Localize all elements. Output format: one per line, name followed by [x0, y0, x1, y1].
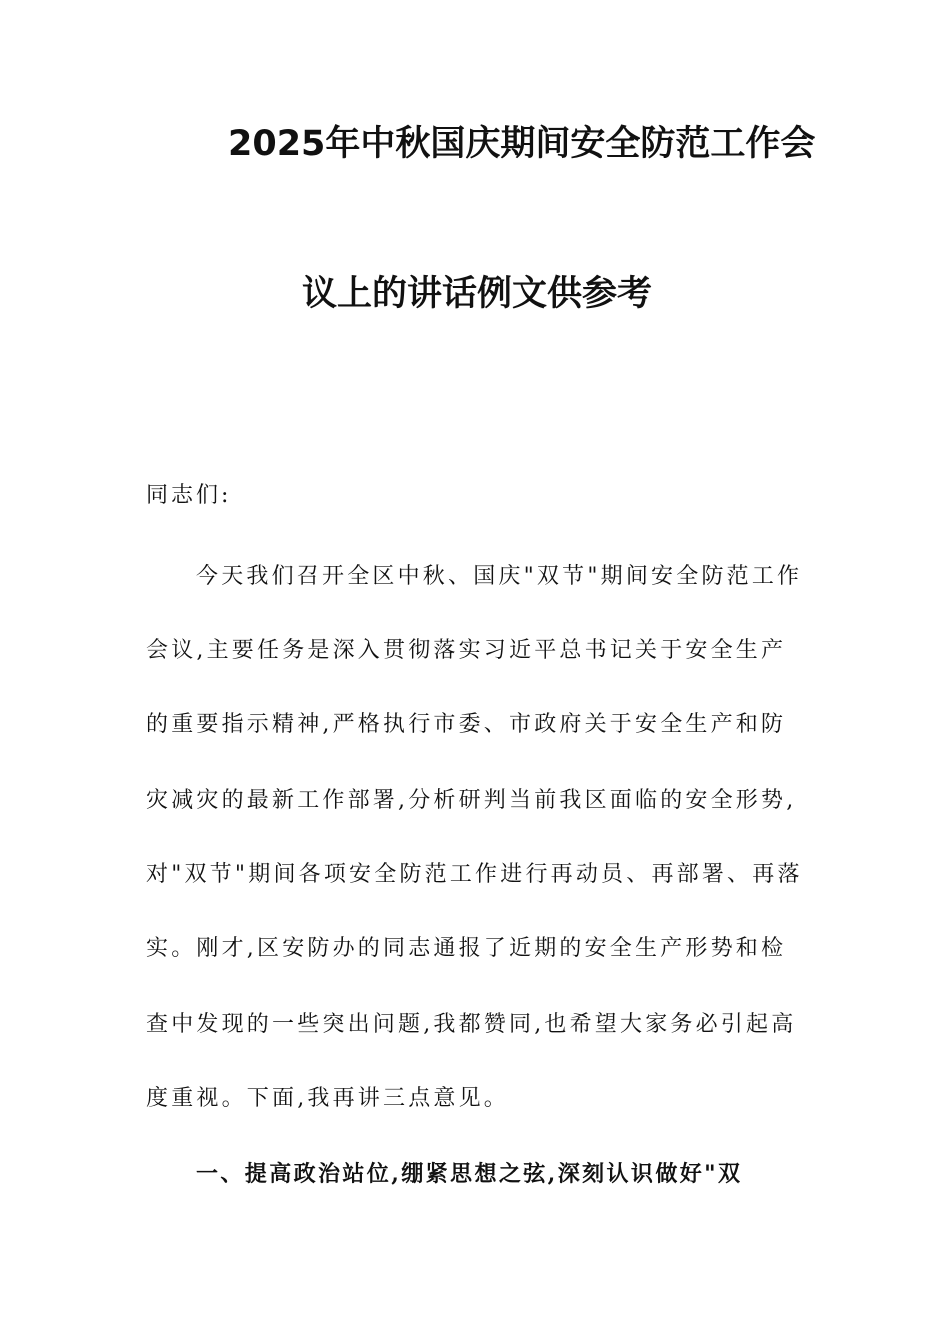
paragraph-line: 灾减灾的最新工作部署,分析研判当前我区面临的安全形势, — [146, 788, 797, 813]
paragraph-line: 的重要指示精神,严格执行市委、市政府关于安全生产和防 — [146, 712, 787, 737]
paragraph-line: 度重视。下面,我再讲三点意见。 — [146, 1086, 509, 1111]
salutation: 同志们: — [146, 483, 232, 508]
document-title-line-1: 2025年中秋国庆期间安全防范工作会 — [228, 124, 816, 164]
paragraph-line: 对"双节"期间各项安全防范工作进行再动员、再部署、再落 — [146, 862, 803, 887]
paragraph-line: 查中发现的一些突出问题,我都赞同,也希望大家务必引起高 — [146, 1012, 797, 1037]
paragraph-line: 会议,主要任务是深入贯彻落实习近平总书记关于安全生产 — [146, 638, 787, 663]
paragraph-line: 今天我们召开全区中秋、国庆"双节"期间安全防范工作 — [196, 564, 803, 589]
document-title-line-2: 议上的讲话例文供参考 — [302, 274, 653, 314]
section-heading-1: 一、提高政治站位,绷紧思想之弦,深刻认识做好"双 — [196, 1161, 743, 1187]
paragraph-line: 实。刚才,区安防办的同志通报了近期的安全生产形势和检 — [146, 936, 787, 961]
